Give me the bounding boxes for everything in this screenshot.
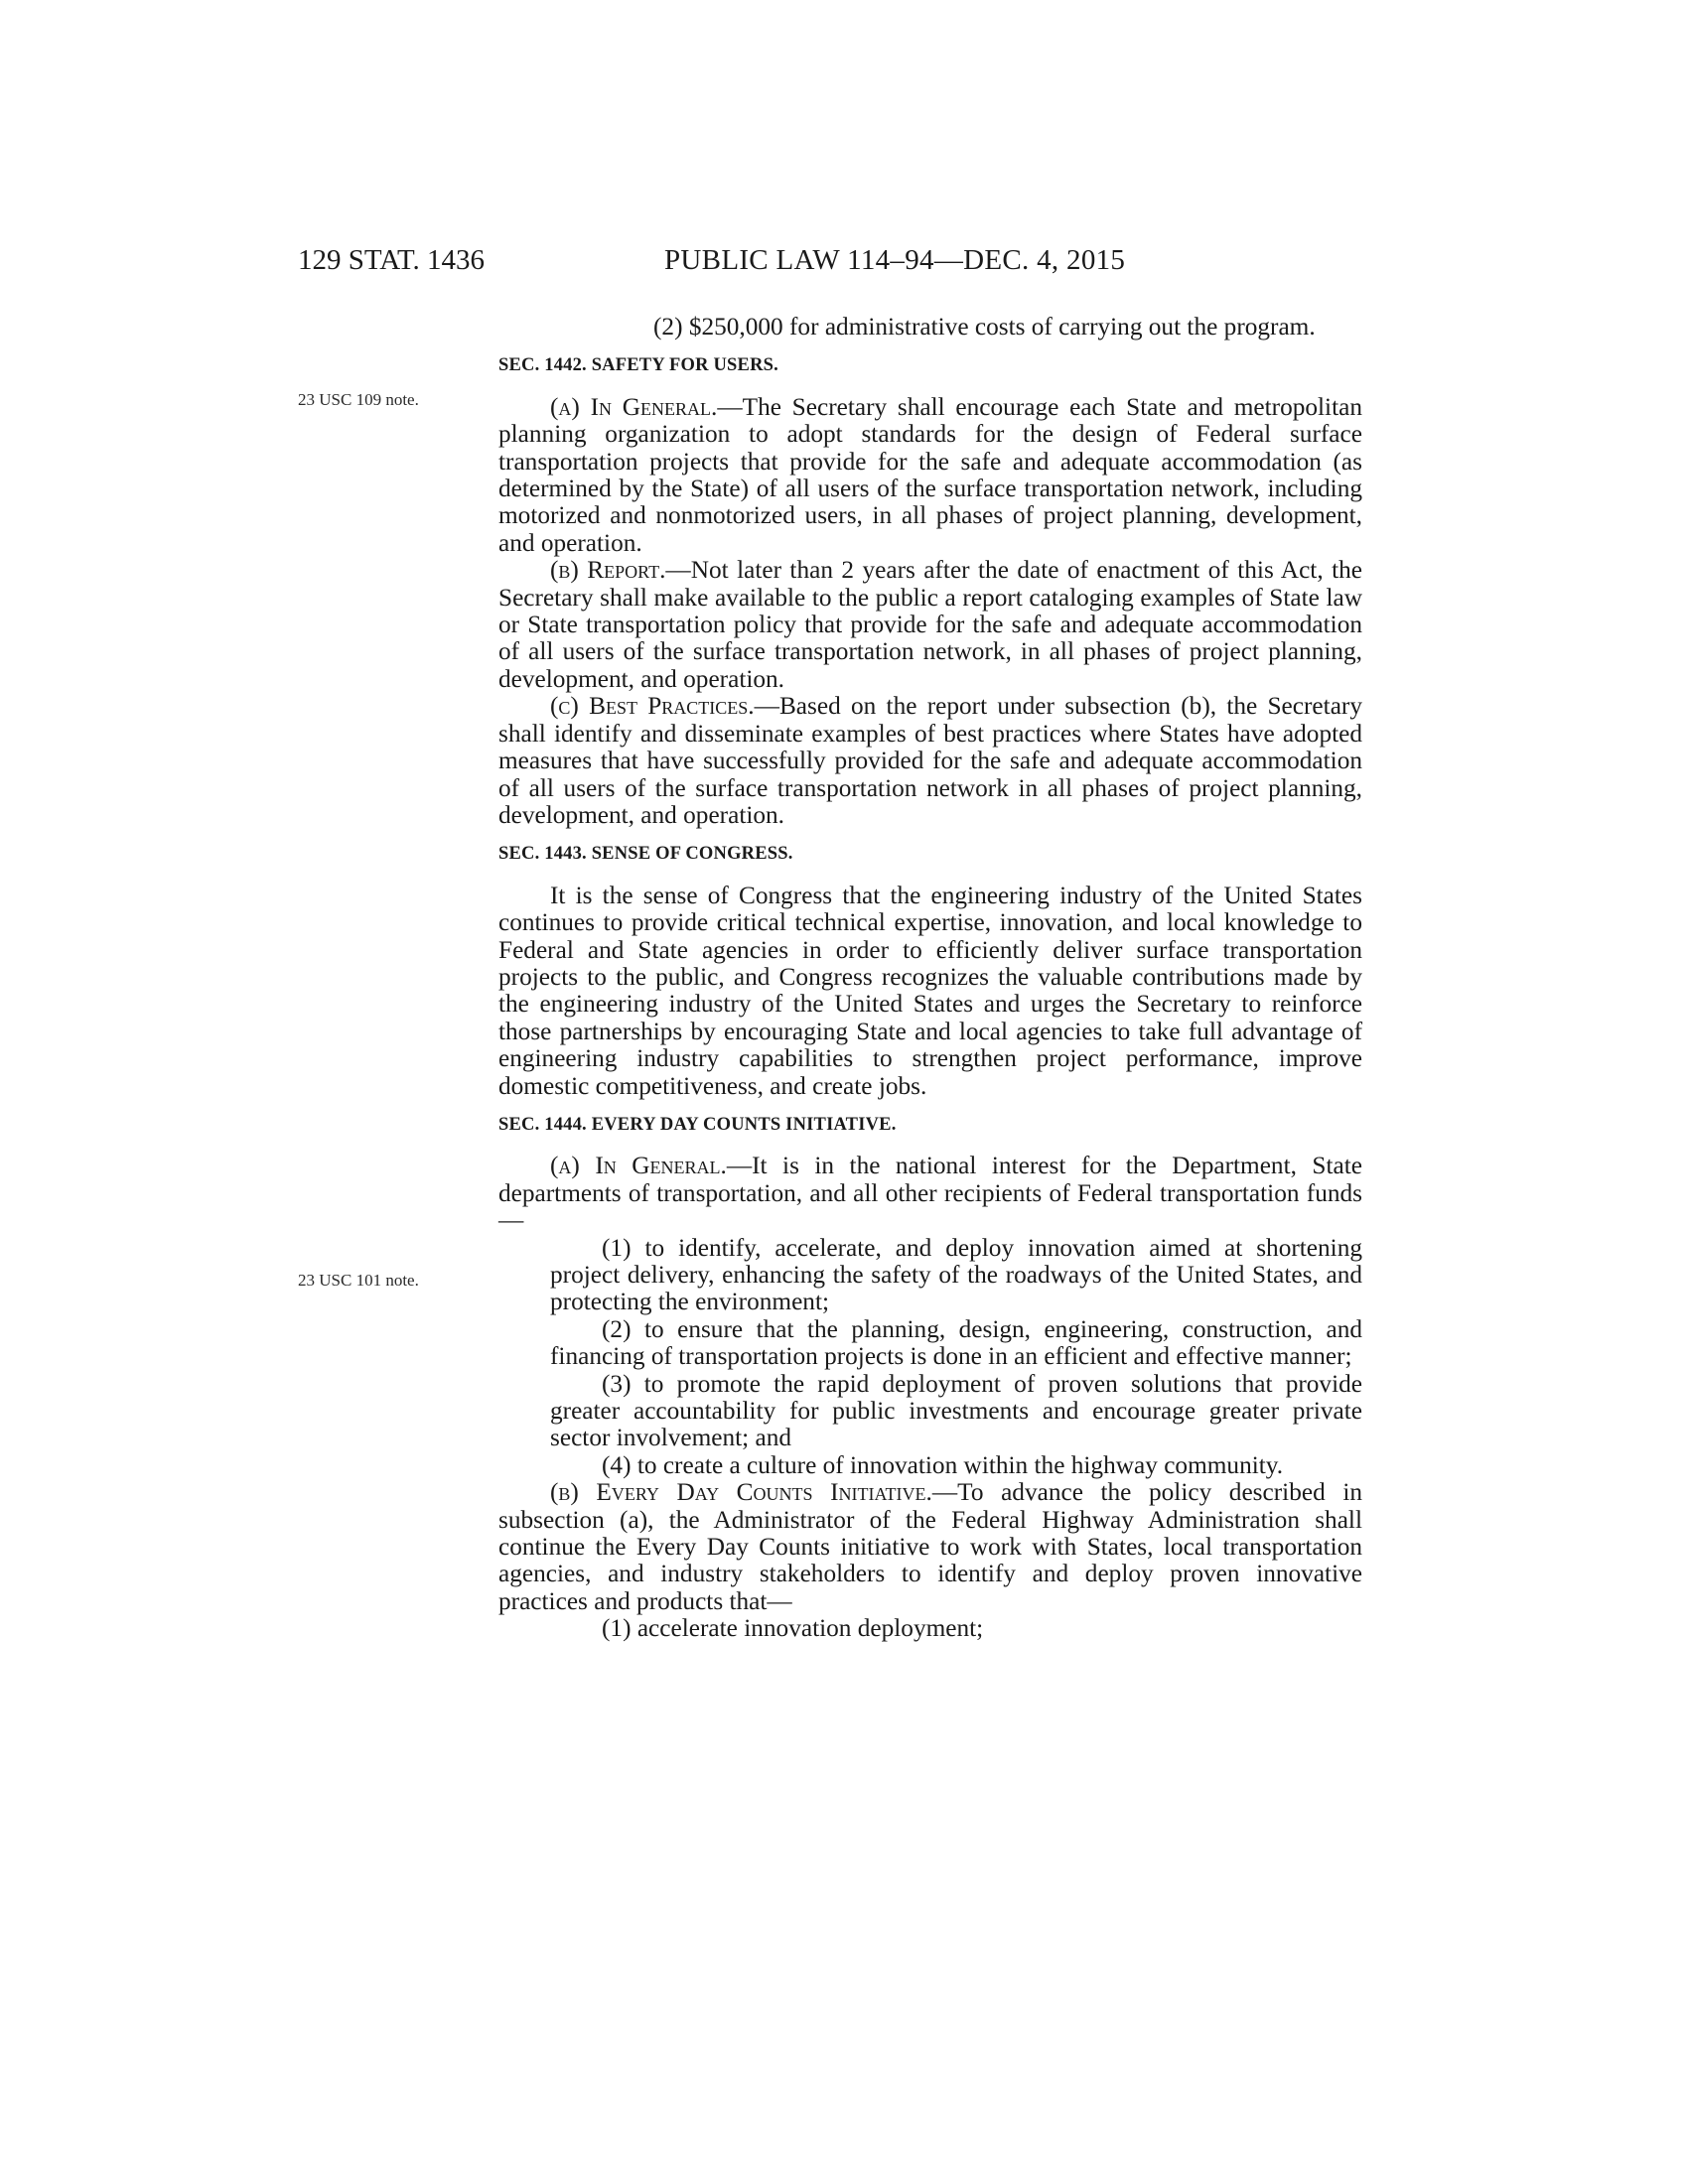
statute-text bbox=[498, 314, 1362, 1643]
paragraph-1443: It is the sense of Congress that the engineering industry of the United States continues to provide critical technical expertise, innovation, and local knowledge to Federal and State agencies in order to efficiently deliver surface transportation projects to the public, and Congress recognizes the valuable contributions made by the engineering industry of the United States and urges the Secretary to reinforce those partnerships by encouraging State and local agencies to take full advantage of engineering industry capabilities to strengthen project performance, improve domestic competitiveness, and create jobs. bbox=[498, 881, 1362, 1100]
subsection-label: (b) Every Day Counts Initiative. bbox=[550, 1478, 932, 1507]
paragraph-1444-a4: (4) to create a culture of innovation within the highway community. bbox=[602, 1450, 1284, 1479]
subsection-label: (a) In General. bbox=[550, 392, 718, 421]
subsection-label: (c) Best Practices. bbox=[550, 692, 755, 721]
section-heading-1444: SEC. 1444. EVERY DAY COUNTS INITIATIVE. bbox=[498, 1114, 897, 1135]
paragraph-1442-a: (a) In General.—The Secretary shall encourage each State and metropolitan planning organization to adopt standards for the design of Federal surface transportation projects that provide for the safe and adequate accommodation (as determined by the State) of all users of the surface transportation network, including motorized and nonmotorized users, in all phases of project planning, development, and operation. bbox=[498, 392, 1362, 557]
subsection-label: (a) In General. bbox=[550, 1152, 727, 1180]
page-title: PUBLIC LAW 114–94—DEC. 4, 2015 bbox=[664, 244, 1126, 276]
running-header bbox=[0, 244, 1688, 288]
paragraph-1442-c: (c) Best Practices.—Based on the report under subsection (b), the Secretary shall identify and disseminate examples of best practices where States have adopted measures that have successfully provided for the safe and adequate accommodation of all users of the surface transportation network in all phases of project planning, development, and operation. bbox=[498, 692, 1362, 829]
section-heading-1443: SEC. 1443. SENSE OF CONGRESS. bbox=[498, 844, 793, 865]
statute-page-number: 129 STAT. 1436 bbox=[298, 244, 486, 276]
paragraph-1444-b1: (1) accelerate innovation deployment; bbox=[602, 1614, 984, 1643]
paragraph-1442-b: (b) Report.—Not later than 2 years after the date of enactment of this Act, the Secretary shall make available to the public a report cataloging examples of State law or State transportation policy that provide for the safe and adequate accommodation of all users of the surface transportation network, in all phases of project planning, development, and operation. bbox=[498, 556, 1362, 693]
paragraph-1444-a2: (2) to ensure that the planning, design, engineering, construction, and financing of transportation projects is done in an efficient and effective manner; bbox=[550, 1314, 1362, 1371]
subsection-label: (b) Report. bbox=[550, 556, 666, 585]
paragraph-continued: (2) $250,000 for administrative costs of carrying out the program. bbox=[653, 313, 1316, 341]
paragraph-1444-b: (b) Every Day Counts Initiative.—To advance the policy described in subsection (a), the Administrator of the Federal Highway Administration shall continue the Every Day Counts initiative to work with States, local transportation agencies, and industry stakeholders to identify and deploy proven innovative practices and products that— bbox=[498, 1478, 1362, 1615]
margin-note-sec1444: 23 USC 101 note. bbox=[298, 1271, 419, 1290]
paragraph-1444-a1: (1) to identify, accelerate, and deploy innovation aimed at shortening project delivery, enhancing the safety of the roadways of the United States, and protecting the environment; bbox=[550, 1233, 1362, 1316]
margin-note-sec1442: 23 USC 109 note. bbox=[298, 390, 419, 409]
section-heading-1442: SEC. 1442. SAFETY FOR USERS. bbox=[498, 355, 778, 376]
paragraph-1444-a3: (3) to promote the rapid deployment of proven solutions that provide greater accountability for public investments and encourage greater private sector involvement; and bbox=[550, 1369, 1362, 1452]
paragraph-1444-a: (a) In General.—It is in the national interest for the Department, State departments of transportation, and all other recipients of Federal transportation funds— bbox=[498, 1152, 1362, 1235]
